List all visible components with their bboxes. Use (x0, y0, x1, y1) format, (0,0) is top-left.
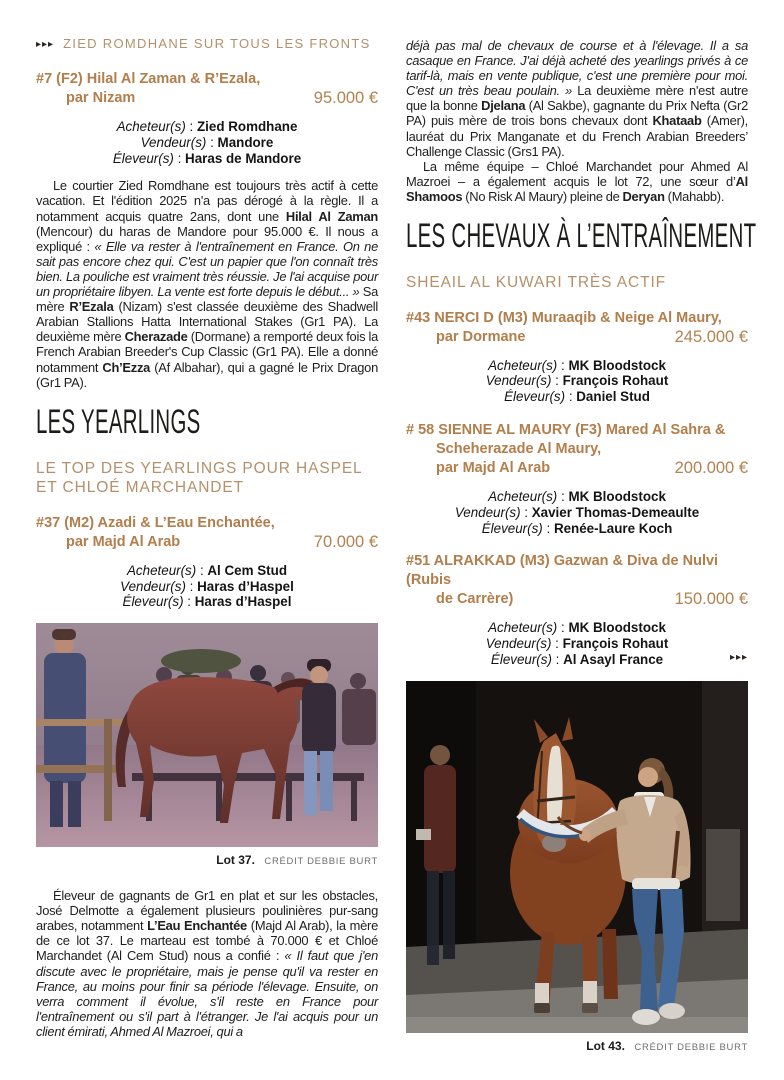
caption-credit: CRÉDIT DEBBIE BURT (264, 856, 378, 868)
subsection-heading-sheail: SHEAIL AL KUWARI TRÈS ACTIF (406, 274, 667, 292)
lot-price: 150.000 € (667, 590, 748, 609)
lot-sale-details (36, 119, 378, 166)
lot-sale-details (406, 489, 748, 536)
lot-title-line: de Carrère) (436, 591, 514, 608)
photo-caption (406, 1039, 748, 1054)
lot-entry-43 (406, 309, 748, 405)
lot-43-photo-figure (406, 681, 748, 1054)
article-paragraph: Éleveur de gagnants de Gr1 en plat et sur les obstacles, José Delmotte a également plusieurs poulinières pur-sang arabes, notamment L’Eau Enchantée (Majd Al Arab), la mère de ce lot 37. Le marteau est tombé à 70.000 € et Chloé Marchandet (Al Cem Stud) nous a confié : « Il faut que j'en discute avec le propriétaire, mais je pense qu'il va rester en France, au moins pour finir sa période l'élevage. Ensuite, on verra comment il évolue, s'il reste en France pour l'entraînement ou s'il part à l'étranger. Je l'ai acquis pour un client émirati, Ahmed Al Mazroei, qui a (36, 888, 379, 1039)
section-kicker-title: ZIED ROMDHANE SUR TOUS LES FRONTS (63, 36, 371, 51)
lot-title-line: par Majd Al Arab (66, 533, 181, 550)
lot-price: 200.000 € (667, 459, 748, 478)
breeder-line: Éleveur(s) : Daniel Stud (504, 389, 650, 405)
lot-title-line: #43 NERCI D (M3) Muraaqib & Neige Al Maury, (406, 309, 722, 326)
caption-credit: CRÉDIT DEBBIE BURT (634, 1041, 748, 1053)
lot-43-photo (406, 681, 748, 1033)
subsection-heading-top-yearlings: LE TOP DES YEARLINGS POUR HASPEL ET CHLOÉ MARCHANDET (36, 459, 363, 497)
buyer-line: Acheteur(s) : MK Bloodstock (488, 357, 666, 373)
continuation-arrow-icon: ▸▸▸ (729, 651, 748, 663)
breeder-line: Éleveur(s) : Haras de Mandore (112, 150, 302, 166)
lot-37-photo-figure (36, 623, 378, 868)
lot-entry-37 (36, 514, 378, 610)
article-paragraph: La même équipe – Chloé Marchandet pour Ahmed Al Mazroei – a également acquis le lot 72, une sœur d’Al Shamoos (No Risk Al Maury) pleine de Deryan (Mahabb). (406, 158, 748, 204)
lot-sale-details (406, 358, 748, 405)
lot-title-line: par Nizam (66, 90, 136, 106)
lot-entry-51 (406, 552, 748, 667)
magenta-light-wash (36, 623, 378, 847)
section-heading-text: LES YEARLINGS (36, 402, 201, 441)
photo-caption (36, 853, 378, 868)
lot-37-photo (36, 623, 378, 847)
lot-sale-details (36, 563, 378, 610)
lot-price: 95.000 € (306, 89, 378, 108)
section-heading-text: LES CHEVAUX À L’ENTRAÎNEMENT (406, 217, 757, 256)
lot-title-line: # 58 SIENNE AL MAURY (F3) Mared Al Sahra & (406, 421, 726, 438)
section-heading-training (406, 217, 757, 256)
breeder-line: Éleveur(s) : Renée-Laure Koch (481, 520, 673, 536)
lot-title-block (406, 309, 748, 347)
seller-line: Vendeur(s) : Xavier Thomas-Demeaulte (454, 504, 700, 520)
lot-title-line: #51 ALRAKKAD (M3) Gazwan & Diva de Nulvi (Rubis (406, 553, 719, 589)
lot-sale-details (406, 620, 748, 667)
triple-arrow-icon: ▸▸▸ (36, 39, 55, 50)
lot-price: 245.000 € (667, 328, 748, 347)
seller-line: Vendeur(s) : François Rohaut (485, 373, 669, 389)
buyer-line: Acheteur(s) : MK Bloodstock (488, 488, 666, 504)
breeder-line: Éleveur(s) : Al Asayl France (490, 651, 664, 667)
seller-line: Vendeur(s) : Haras d’Haspel (120, 578, 294, 594)
section-kicker (36, 36, 378, 54)
buyer-line: Acheteur(s) : MK Bloodstock (488, 620, 666, 636)
lot-title-line: #37 (M2) Azadi & L’Eau Enchantée, (36, 514, 275, 531)
lot-title-line: par Dormane (436, 328, 526, 345)
lot-title-block (36, 514, 378, 552)
buyer-line: Acheteur(s) : Al Cem Stud (127, 562, 287, 578)
seller-line: Vendeur(s) : Mandore (140, 134, 274, 150)
lot-title-line: Scheherazade Al Maury, (436, 440, 602, 457)
lot-title-block (36, 70, 378, 108)
lot-price: 70.000 € (306, 533, 378, 552)
lot-title-block (406, 552, 748, 609)
lot-entry-7 (36, 70, 378, 166)
left-column (36, 36, 378, 1080)
lot-title-line: #7 (F2) Hilal Al Zaman & R’Ezala, (36, 71, 261, 87)
caption-lot-number: Lot 43. (586, 1038, 625, 1053)
seller-line: Vendeur(s) : François Rohaut (485, 636, 669, 652)
right-column (406, 36, 757, 1080)
lot-title-line: par Majd Al Arab (436, 459, 551, 476)
section-heading-yearlings (36, 402, 378, 441)
lot-title-block (406, 421, 748, 478)
caption-lot-number: Lot 37. (216, 853, 255, 868)
buyer-line: Acheteur(s) : Zied Romdhane (116, 119, 298, 134)
breeder-line: Éleveur(s) : Haras d’Haspel (122, 594, 292, 610)
article-paragraph: déjà pas mal de chevaux de course et à l'élevage. Il a sa casaque en France. J'ai déjà acheté des yearlings privés à ce tarif-là, mais en vente publique, c'est une première pour moi. C'est un très beau poulain. » La deuxième mère n'est autre que la bonne Djelana (Al Sakbe), gagnante du Prix Nefta (Gr2 PA) puis mère de trois bons chevaux dont Khataab (Amer), lauréat du Prix Manganate et du French Arabian Breeders’ Challenge Classic (Grs1 PA). (406, 38, 749, 159)
lot-entry-58 (406, 421, 748, 536)
article-paragraph: Le courtier Zied Romdhane est toujours très actif à cette vacation. Et l'édition 2025 n'a pas dérogé à la règle. Il a notamment acquis quatre 2ans, dont une Hilal Al Zaman (Mencour) du haras de Mandore pour 95.000 €. Il nous a expliqué : « Elle va rester à l'entraînement en France. On ne sait pas encore chez qui. C'est un papier que l'on connaît très bien. La pouliche est vraiment très réussie. Je l'ai acquise pour un propriétaire libyen. La vente est forte depuis le début... » Sa mère R’Ezala (Nizam) s'est classée deuxième des Shadwell Arabian Stallions Hatta International Stakes (Gr1 PA). La deuxième mère Cherazade (Dormane) a remporté deux fois la French Arabian Breeder's Cup Classic (Gr1 PA). Elle a donné notamment Ch’Ezza (Af Albahar), qui a gagné le Prix Dragon (Gr1 PA). (36, 178, 379, 390)
